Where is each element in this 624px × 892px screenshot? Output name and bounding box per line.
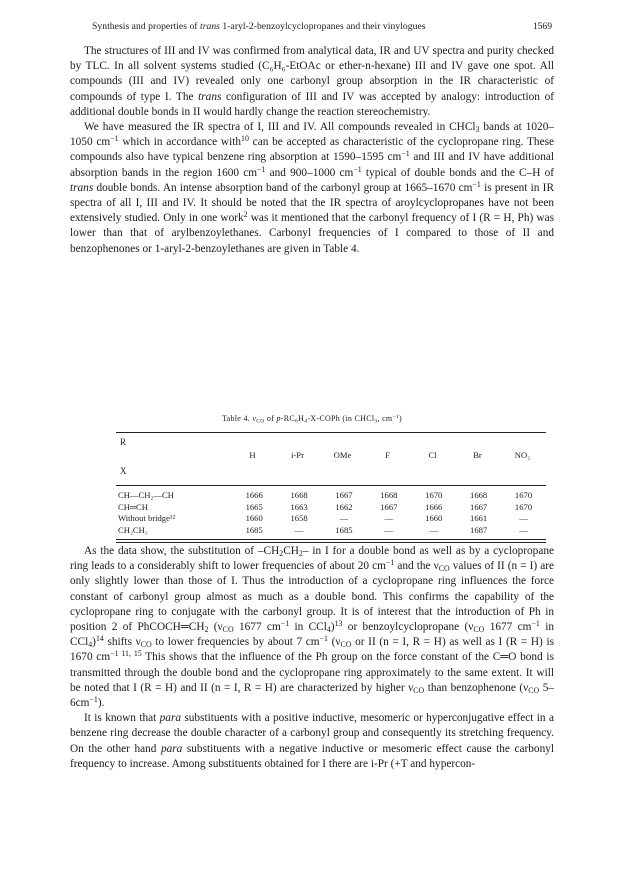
running-title [92,21,426,32]
table-cell: 1670 [514,501,533,512]
table-cell: — [519,513,528,524]
table-cell: 1660 [425,513,443,524]
column-header: Cl [428,450,437,460]
running-title-part: Synthesis and properties of [92,21,200,32]
col-header-label: X [120,466,127,476]
running-header [92,21,552,32]
table-cell: 1661 [470,513,488,524]
table-cell: 1667 [380,501,398,512]
table-cell: — [294,524,304,535]
body-text-bottom [70,544,554,772]
table-cell: 1668 [470,490,488,500]
table-header [116,433,546,485]
table-caption: Table 4. $\nu_{CO}$ of $p-RC_6H_4-X$-COPh (in CHCl$_3$, $cm^{-1}$) [222,414,402,425]
row-label: CH₂CH₂ [118,524,148,535]
table-cell: — [384,513,394,524]
paragraph-para-substituents: It is known that para substituents with a positive inductive, mesomeric or hyperconjugative effect in a benzene ring decrease the double character of a carbonyl group and consequently its stretching frequency. On the other hand para substituents with a negative inductive or mesomeric effect cause the carbonyl frequency to increase. Among substituents obtained for I there are i-Pr (+T and hypercon- [70,712,555,770]
table-cell: 1668 [380,490,398,500]
table-bottom-rule-double [116,542,546,543]
table-cell: — [519,524,528,535]
row-label: Without bridge¹² [118,513,176,524]
table-4 [116,432,546,543]
table-body [116,486,546,539]
table-cell: — [384,524,394,535]
table-cell: — [339,513,349,524]
table-cell: 1667 [335,490,353,500]
row-header-label: R [120,437,127,447]
page-number: 1569 [532,21,552,32]
table-cell: 1666 [425,501,443,512]
table-cell: 1670 [514,490,533,500]
table-bottom-rule [116,539,546,540]
column-header: OMe [333,450,352,460]
table-cell: 1670 [425,490,443,500]
table-row [116,490,546,502]
table-row [116,513,546,525]
paragraph-data-discussion: As the data show, the substitution of $-CH_2CH_2-$ in I for a double bond as well as by a cyclopropane ring leads to a considerably shift to lower frequencies of about 20 $cm^{-1}$ and the $\nu_{CO}$ values of II (n = I) are only slightly lower than those of I. Thus the introduction of a cyclopropane ring influences the force constant of carbonyl group almost as much as a double bond. This confirms the capability of the cyclopropane ring to conjugate with the carbonyl group. It is of interest that the introduction of Ph in position 2 of $PhCOCH═CH_2$ ($\nu_{CO}$ 1677 $cm^{-1}$ in CCl$_4$)$^{13}$ or benzoylcyclopropane ($\nu_{CO}$ 1677 $cm^{-1}$ in CCl$_4$)$^{14}$ shifts $\nu_{CO}$ to lower frequencies by about 7 $cm^{-1}$ ($\nu_{CO}$ or II (n = I, R = H) as well as I (R = H) is 1670 $cm^{-1 11, 15}$ This shows that the influence of the Ph group on the force constant of the C═O bond is transmitted through the double bond and the cyclopropane ring approximately to the same extent. It will be noted that I (R = H) and II (n = I, R = H) are characterized by higher $\nu_{CO}$ than benzophenone ($\nu_{CO}$ $5-6cm^{-1}$). [70,545,555,710]
table-cell: 1666 [245,490,263,500]
table-row [116,525,546,537]
row-label: CH═CH [118,501,148,512]
running-title-italic: trans [199,21,220,32]
table-cell: 1667 [470,501,488,512]
paragraph-ir-spectra: We have measured the IR spectra of I, III and IV. All compounds revealed in CHCl$_3$ bands at 1020–1050 $cm^{-1}$ which in accordance with$^{10}$ can be accepted as characteristic of the cyclopropane ring. These compounds also have typical benzene ring absorption at 1590–1595 $cm^{-1}$ and III and IV have additional absorption bands in the region 1600 $cm^{-1}$ and 900–1000 $cm^{-1}$ typical of double bonds and the C–H of trans double bonds. An intense absorption band of the carbonyl group at 1665–1670 $cm^{-1}$ is present in IR spectra of all I, III and IV. It should be noted that the IR spectra of aroylcyclopropanes have not been extensively studied. Only in one work$^2$ was it mentioned that the carbonyl frequency of I (R = H, Ph) was lower than that of arylbenzoylethanes. Carbonyl frequencies of I compared to those of II and benzophenones or 1-aryl-2-benzoylethanes are given in Table 4. [70,121,554,255]
column-header: NO₂ [514,450,531,460]
running-title-part: 1-aryl-2-benzoylcyclopropanes and their vinylogues [219,21,426,32]
table-cell: 1663 [290,501,308,512]
table-cell: 1660 [245,513,263,524]
column-headers [116,450,546,460]
column-header: Br [473,450,482,460]
paragraph-structures: The structures of III and IV was confirmed from analytical data, IR and UV spectra and purity checked by TLC. In all solvent systems studied (C₆H₆-EtOAc or ether-n-hexane) III and IV gave one spot. All compounds (III and IV) revealed only one carbonyl group absorption in the IR characteristic of compounds of type I. The trans configuration of III and IV was accepted by analogy: introduction of additional double bonds in II would hardly change the reaction stereochemistry. [70,45,554,118]
table-cell: 1685 [335,524,353,535]
table-row [116,502,546,514]
row-label: CH—CH₂—CH [118,490,174,500]
column-header: H [249,450,256,460]
table-cell: 1687 [470,524,488,535]
column-header: i-Pr [291,450,304,460]
table-cell: — [429,524,439,535]
table-cell: 1662 [335,501,353,512]
body-text-top [70,44,554,257]
table-cell: 1658 [290,513,308,524]
table-cell: 1668 [290,490,308,500]
table-cell: 1685 [245,524,263,535]
table-cell: 1665 [245,501,263,512]
column-header: F [385,450,390,460]
